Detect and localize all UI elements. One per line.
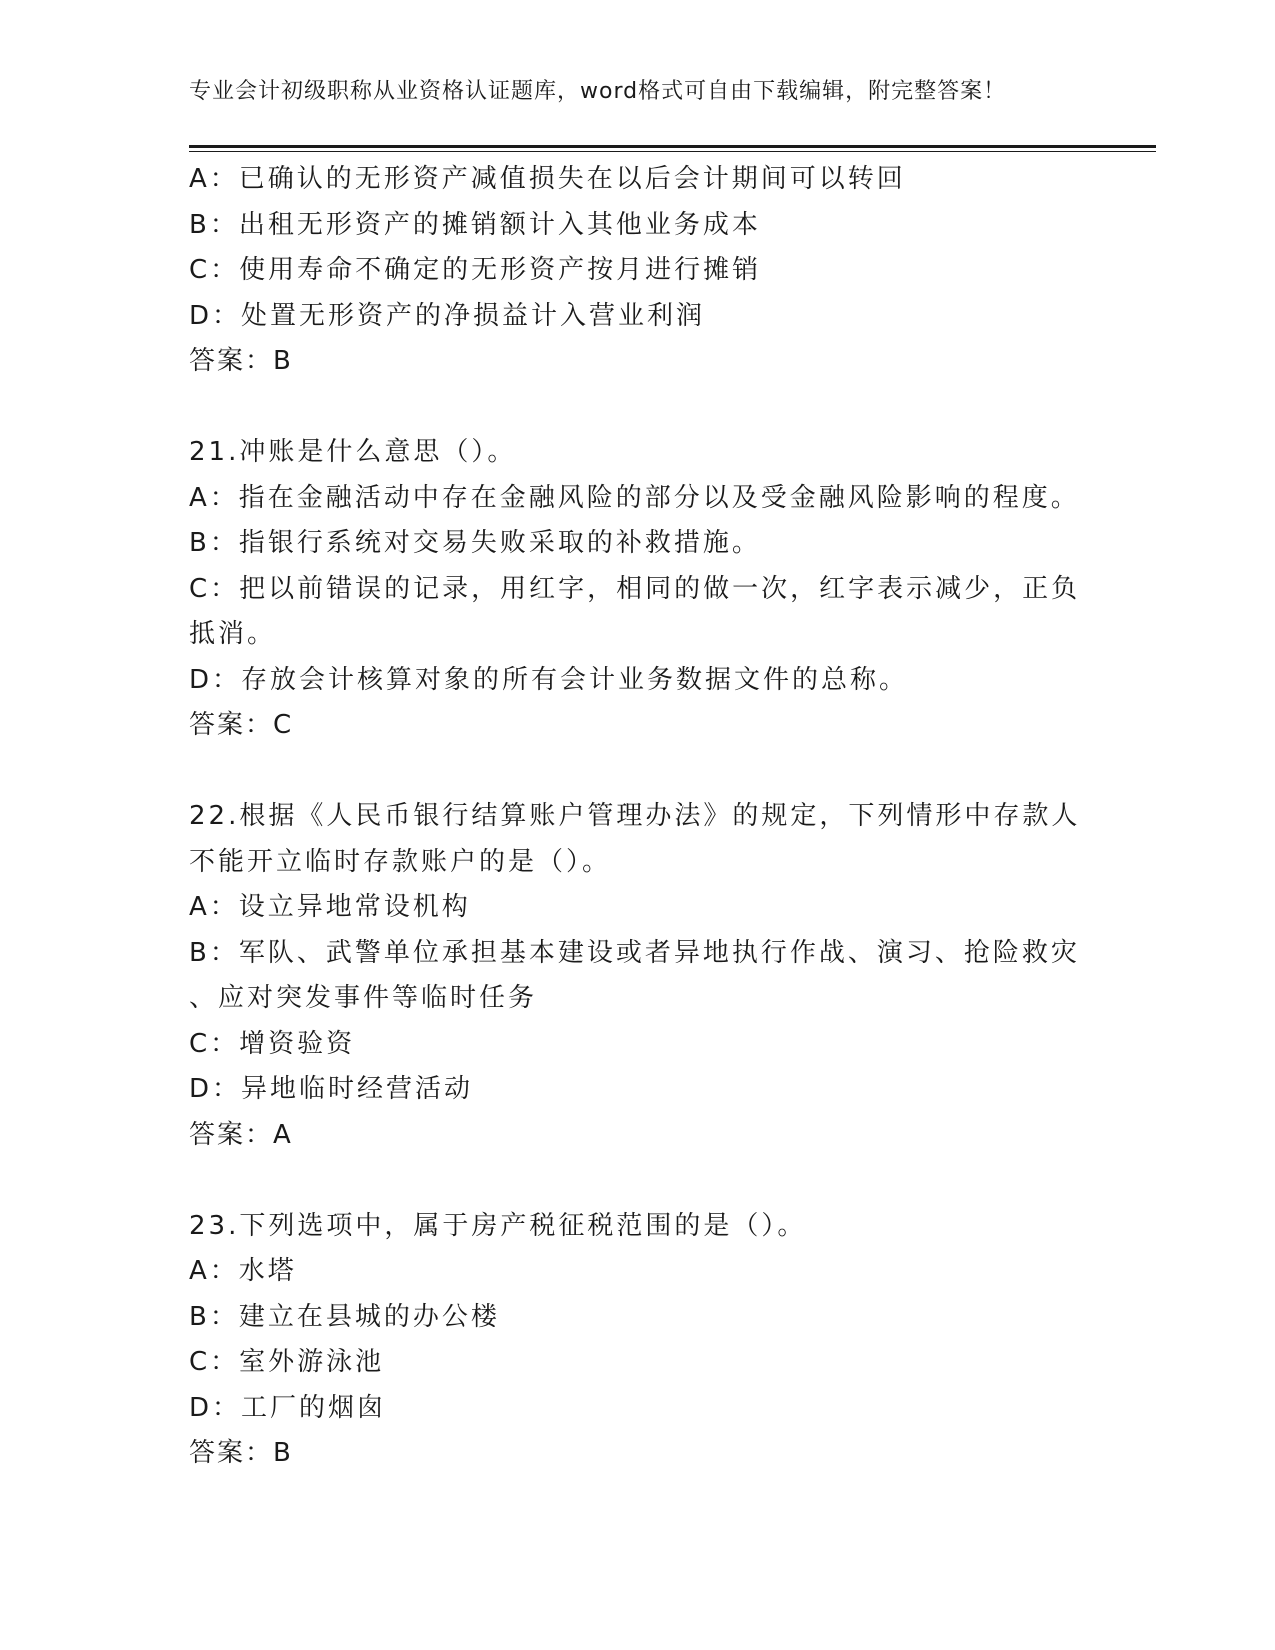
question-20 xyxy=(189,157,1089,385)
q23-option-d: D：工厂的烟囱 xyxy=(189,1392,387,1423)
q22-stem: 22.根据《人民币银行结算账户管理办法》的规定，下列情形中存款人 xyxy=(189,801,1081,831)
q21-answer: 答案：C xyxy=(189,710,294,740)
spacer xyxy=(189,749,1089,795)
q22-option-b: B：军队、武警单位承担基本建设或者异地执行作战、演习、抢险救灾 xyxy=(189,937,1080,968)
q22-option-b-cont: 、应对突发事件等临时任务 xyxy=(189,983,538,1013)
spacer xyxy=(189,1158,1089,1204)
question-21 xyxy=(189,430,1089,749)
q21-option-a: A：指在金融活动中存在金融风险的部分以及受金融风险影响的程度。 xyxy=(189,482,1080,513)
q21-option-d: D：存放会计核算对象的所有会计业务数据文件的总称。 xyxy=(189,664,909,695)
q21-option-c-cont: 抵消。 xyxy=(189,619,277,649)
q22-answer: 答案：A xyxy=(189,1119,293,1150)
q21-option-c: C：把以前错误的记录，用红字，相同的做一次，红字表示减少，正负 xyxy=(189,573,1081,604)
question-content xyxy=(189,157,1089,1477)
q20-option-c: C：使用寿命不确定的无形资产按月进行摊销 xyxy=(189,255,762,285)
q22-option-d: D：异地临时经营活动 xyxy=(189,1074,474,1104)
question-22 xyxy=(189,794,1089,1158)
q20-answer: 答案：B xyxy=(189,346,293,376)
q23-option-b: B：建立在县城的办公楼 xyxy=(189,1301,500,1332)
q20-option-b: B：出租无形资产的摊销额计入其他业务成本 xyxy=(189,209,761,240)
q20-option-a: A：已确认的无形资产减值损失在以后会计期间可以转回 xyxy=(189,164,906,194)
q22-stem-cont: 不能开立临时存款账户的是（）。 xyxy=(189,846,612,877)
q23-stem: 23.下列选项中，属于房产税征税范围的是（）。 xyxy=(189,1210,807,1241)
q21-option-b: B：指银行系统对交易失败采取的补救措施。 xyxy=(189,528,761,558)
q22-option-a: A：设立异地常设机构 xyxy=(189,892,471,922)
q22-option-c: C：增资验资 xyxy=(189,1028,356,1059)
q21-stem: 21.冲账是什么意思（）。 xyxy=(189,437,517,467)
header-rule-thick xyxy=(189,145,1156,148)
q23-answer: 答案：B xyxy=(189,1438,293,1468)
header-rule-thin xyxy=(189,151,1156,152)
spacer xyxy=(189,385,1089,431)
q23-option-a: A：水塔 xyxy=(189,1256,297,1286)
q20-option-d: D：处置无形资产的净损益计入营业利润 xyxy=(189,300,706,331)
page-header: 专业会计初级职称从业资格认证题库，word格式可自由下载编辑，附完整答案！ xyxy=(189,79,1007,104)
question-23 xyxy=(189,1204,1089,1477)
q23-option-c: C：室外游泳池 xyxy=(189,1347,385,1377)
